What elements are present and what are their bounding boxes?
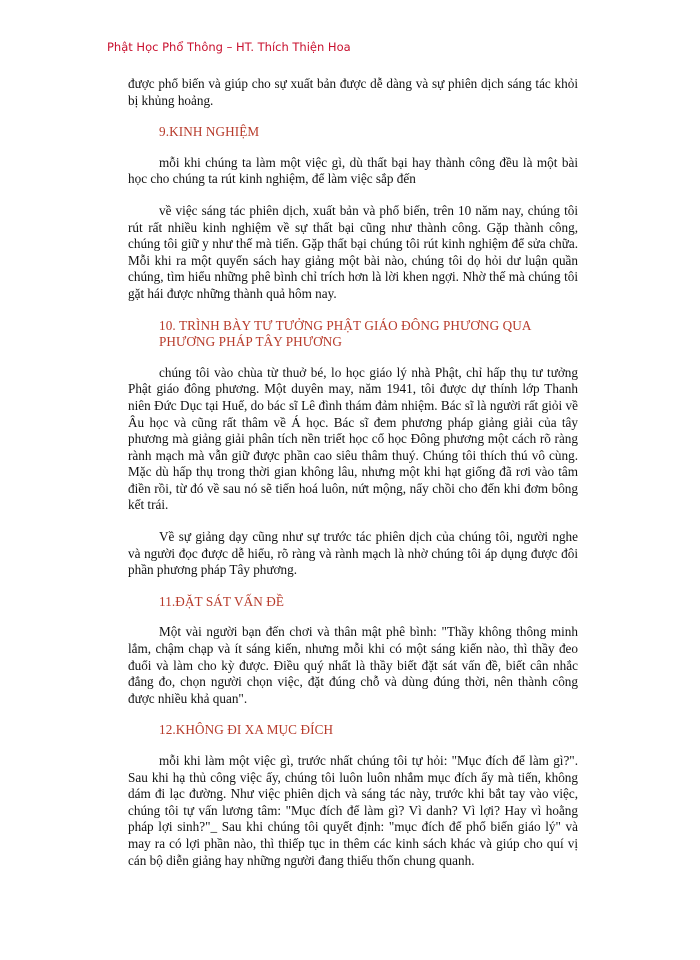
intro-paragraph: được phổ biến và giúp cho sự xuất bản được dễ dàng và sự phiên dịch sáng tác khỏi bị khủng hoảng. xyxy=(128,76,578,108)
section-heading: 11.ĐẶT SÁT VẤN ĐỀ xyxy=(159,593,285,609)
running-header: Phật Học Phổ Thông – HT. Thích Thiện Hoa xyxy=(107,40,351,54)
section-heading: 12.KHÔNG ĐI XA MỤC ĐÍCH xyxy=(159,722,334,738)
body-paragraph: chúng tôi vào chùa từ thuở bé, lo học giáo lý nhà Phật, chỉ hấp thụ tư tưởng Phật giáo đông phương. Một duyên may, năm 1941, tôi được dự thính lớp Thanh niên Đức Dục tại Huế, do bác sĩ Lê đình thám đảm nhiệm. Bác sĩ là người rất giỏi về Âu học và cũng rất thâm về Á học. Bác sĩ đem phương pháp giảng giải của tây phương mà giảng giải phân tích nền triết học cổ học Đông phương một cách rõ ràng rành mạch mà vẫn giữ được phần cao siêu thâm thuý. Chúng tôi thích thú vô cùng. Mặc dù hấp thụ trong thời gian không lâu, nhưng một khi hạt giống đã rơi vào tâm điền rồi, từ đó về sau nó sẽ tiến hoá luôn, nứt mộng, nẩy chồi cho đến khi đơm bông kết trái. xyxy=(128,364,578,513)
section-khong-di-xa-muc-dich xyxy=(128,722,578,869)
section-heading: 9.KINH NGHIỆM xyxy=(159,124,260,140)
section-heading: 10. TRÌNH BÀY TƯ TƯỞNG PHẬT GIÁO ĐÔNG PHƯƠNG QUA PHƯƠNG PHÁP TÂY PHƯƠNG xyxy=(159,317,531,350)
body-paragraph: mỗi khi làm một việc gì, trước nhất chúng tôi tự hỏi: "Mục đích để làm gì?". Sau khi hạ thủ công việc ấy, chúng tôi luôn luôn nhắm mục đích ấy mà tiến, không dám đi lạc đường. Như việc phiên dịch và sáng tác này, trước khi bắt tay vào việc, chúng tôi tự vấn lương tâm: "Mục đích để làm gì? Vì danh? Vì lợi? Hay vì hoằng pháp lợi sinh?"_ Sau khi chúng tôi quyết định: "mục đích để phổ biến giáo lý" và may ra có lợi phần nào, thì thiếp tục in thêm các kinh sách khác và giúp cho quí vị cán bộ diễn giảng hay những người đang thiếu thốn chung quanh. xyxy=(128,753,578,868)
body-paragraph: mỗi khi chúng ta làm một việc gì, dù thất bại hay thành công đều là một bài học cho chúng ta rút kinh nghiệm, để làm việc sắp đến xyxy=(128,154,578,187)
body-paragraph: Một vài người bạn đến chơi và thân mật phê bình: "Thầy không thông minh lắm, chậm chạp và ít sáng kiến, nhưng mỗi khi có một sáng kiến nào, thì thầy đeo đuổi và làm cho kỳ được. Điều quý nhất là thầy biết đặt sát vấn đề, biết cân nhắc đắng đo, chọn người chọn việc, đặt đúng chỗ và dùng đúng thời, nên thành công được nhiều khả quan". xyxy=(128,624,578,706)
page-content xyxy=(128,76,578,884)
section-trinh-bay-tu-tuong xyxy=(128,318,578,579)
section-dat-sat-van-de xyxy=(128,594,578,708)
body-paragraph: về việc sáng tác phiên dịch, xuất bản và phổ biến, trên 10 năm nay, chúng tôi rút rất nhiều kinh nghiệm về sự thất bại cũng như thành công. Gặp thành công, chúng tôi giữ y như thế mà tiến. Gặp thất bại chúng tôi rút kinh nghiệm để sửa chữa. Mỗi khi ra một quyển sách hay giảng một bài nào, chúng tôi dọ hỏi dư luận quần chúng, tìm hiểu những phê bình chỉ trích hơn là lời khen ngợi. Nhờ thế mà chúng tôi gặt hái được những thành quả hôm nay. xyxy=(128,202,578,301)
body-paragraph: Về sự giảng dạy cũng như sự trước tác phiên dịch của chúng tôi, người nghe và người đọc được dễ hiểu, rõ ràng và rành mạch là nhờ chúng tôi áp dụng được đôi phần phương pháp Tây phương. xyxy=(128,529,578,578)
section-kinh-nghiem xyxy=(128,124,578,302)
